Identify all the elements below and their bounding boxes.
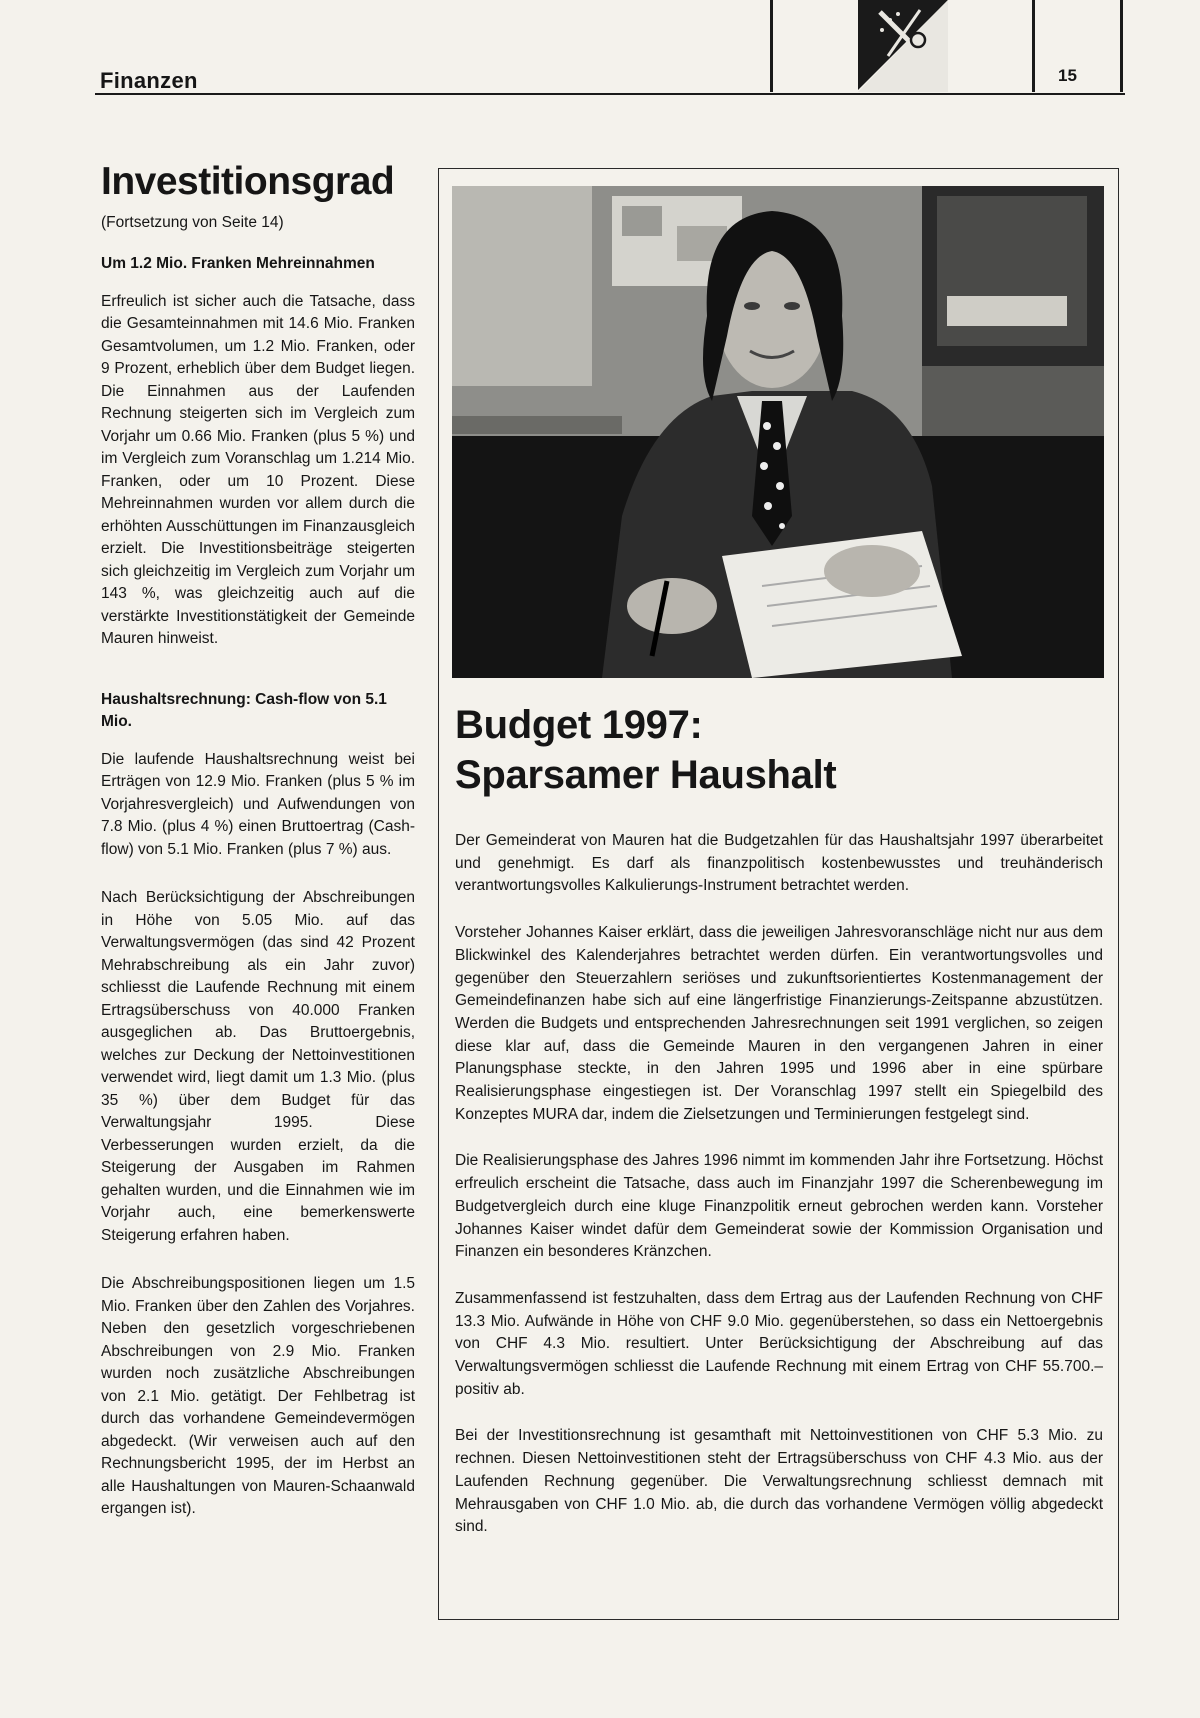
paragraph: Die Abschreibungspositionen liegen um 1.5 Mio. Franken über den Zahlen des Vorjahres. Neben den gesetzlich vorgeschriebenen Abschreibungen von 2.9 Mio. Franken wurden noch zusätzliche Abschreibungen von 2.1 Mio. getätigt. Der Fehlbetrag ist durch das vorhandene Gemeindevermögen abgedeckt. (Wir verweisen auch auf den Rechnungsbericht 1995, der im Herbst an alle Haushaltungen von Mauren-Schaanwald ergangen ist). (101, 1275, 415, 1517)
budget-heading-line2: Sparsamer Haushalt (455, 753, 837, 797)
budget-article (455, 700, 1103, 1563)
municipal-emblem-icon (858, 0, 948, 92)
section-title: Finanzen (100, 68, 198, 93)
paragraph: Nach Berücksichtigung der Abschreibungen in Höhe von 5.05 Mio. auf das Verwaltungsvermögen (das sind 42 Prozent Mehrabschreibung als ein Jahr zuvor) schliesst die Laufende Rechnung mit einem Ertragsüberschuss von 40.000 Franken ausgeglichen ab. Das Bruttoergebnis, welches zur Deckung der Nettoinvestitionen verwendet wird, liegt damit um 1.3 Mio. (plus 35 %) über dem Budget für das Verwaltungsjahr 1995. Diese Verbesserungen wurden erzielt, da die Steigerung der Ausgaben im Rahmen gehalten wurden, und die Einnahmen wie im Vorjahr auch, eine bemerkenswerte Steigerung erfahren haben. (101, 889, 415, 1244)
paragraph: Zusammenfassend ist festzuhalten, dass dem Ertrag aus der Laufenden Rechnung von CHF 13.3 Mio. Aufwände in Höhe von CHF 9.0 Mio. gegenüberstehen, so dass ein Nettoergebnis von CHF 4.3 Mio. resultiert. Unter Berücksichtigung der Abschreibung auf das Verwaltungsvermögen schliesst die Laufende Rechnung mit einem Ertrag von CHF 55.700.– positiv ab. (455, 1289, 1103, 1398)
paragraph: Vorsteher Johannes Kaiser erklärt, dass die jeweiligen Jahresvoranschläge nicht nur aus dem Blickwinkel des Kalenderjahres betrachtet werden dürfen. Ein verantwortungsvolles und gegenüber den Steuerzahlern seriöses und zukunftsorientiertes Kostenmanagement der Gemeindefinanzen habe sich auf eine längerfristige Finanzierungs-Zeitspanne abzustützen. Werden die Budgets und entsprechenden Jahresrechnungen seit 1991 verglichen, so zeigen diese klar auf, dass die Gemeinde Mauren in den vergangenen Jahren in einer Planungsphase steckte, in den Jahren 1995 und 1996 aber in eine spürbare Realisierungsphase eingestiegen ist. Der Voranschlag 1997 stellt ein Spiegelbild des Konzeptes MURA dar, indem die Zielsetzungen und Terminierungen festgelegt sind. (455, 924, 1103, 1123)
left-column (101, 160, 415, 1521)
paragraph: Die Realisierungsphase des Jahres 1996 nimmt im kommenden Jahr ihre Fortsetzung. Höchst erfreulich erscheint die Tatsache, dass auch im Finanzjahr 1997 die Scherenbewegung im Budgetvergleich durch eine kluge Finanzpolitik erneut gebrochen werden kann. Vorsteher Johannes Kaiser windet dafür dem Gemeinderat sowie der Kommission Organisation und Finanzen ein besonderes Kränzchen. (455, 1152, 1103, 1261)
portrait-photo (452, 186, 1104, 678)
paragraph: Erfreulich ist sicher auch die Tatsache, dass die Gesamteinnahmen mit 14.6 Mio. Franken Gesamtvolumen, um 1.2 Mio. Franken, oder 9 Prozent, erheblich über dem Budget liegen. Die Einnahmen aus der Laufenden Rechnung steigerten sich im Vergleich zum Vorjahr um 0.66 Mio. Franken (plus 5 %) und im Vergleich zum Voranschlag um 1.214 Mio. Franken, oder um 10 Prozent. Diese Mehreinnahmen wurden vor allem durch die erhöhten Ausschüttungen im Finanzausgleich erzielt. Die Investitionsbeiträge steigerten sich gleichzeitig im Vergleich zum Vorjahr um 143 %, was gleichzeitig auch auf die verstärkte Investitionstätigkeit der Gemeinde Mauren hinweist. (101, 292, 415, 647)
header-divider (1120, 0, 1123, 92)
budget-heading-line1: Budget 1997: (455, 703, 703, 747)
page-number: 15 (1058, 66, 1077, 85)
header-divider (1032, 0, 1035, 92)
article-heading: Investitionsgrad (101, 160, 395, 203)
header-boxes (770, 0, 1132, 92)
subheading: Um 1.2 Mio. Franken Mehreinnahmen (101, 254, 375, 272)
paragraph: Bei der Investitionsrechnung ist gesamthaft mit Nettoinvestitionen von CHF 5.3 Mio. zu rechnen. Diesen Nettoinvestitionen steht der Ertragsüberschuss von CHF 4.3 Mio. aus der Laufenden Rechnung gegenüber. Die Verwaltungsrechnung schliesst demnach mit Mehrausgaben von CHF 1.0 Mio. ab, die durch das vorhandene Vermögen völlig abgedeckt sind. (455, 1427, 1103, 1536)
budget-heading (455, 700, 1103, 800)
header-divider (770, 0, 773, 92)
subheading: Haushaltsrechnung: Cash-flow von 5.1 Mio. (101, 690, 387, 730)
header-rule (95, 93, 1125, 95)
continuation-note: (Fortsetzung von Seite 14) (101, 214, 284, 231)
paragraph: Die laufende Haushaltsrechnung weist bei Erträgen von 12.9 Mio. Franken (plus 5 % im Vorjahresvergleich) und Aufwendungen von 7.8 Mio. (plus 4 %) einen Bruttoertrag (Cash-flow) von 5.1 Mio. Franken (plus 7 %) aus. (101, 750, 415, 858)
paragraph: Der Gemeinderat von Mauren hat die Budgetzahlen für das Haushaltsjahr 1997 überarbeitet und genehmigt. Es darf als finanzpolitisch kostenbewusstes und treuhänderisch verantwortungsvolles Kalkulierungs-Instrument betrachtet werden. (455, 832, 1103, 895)
